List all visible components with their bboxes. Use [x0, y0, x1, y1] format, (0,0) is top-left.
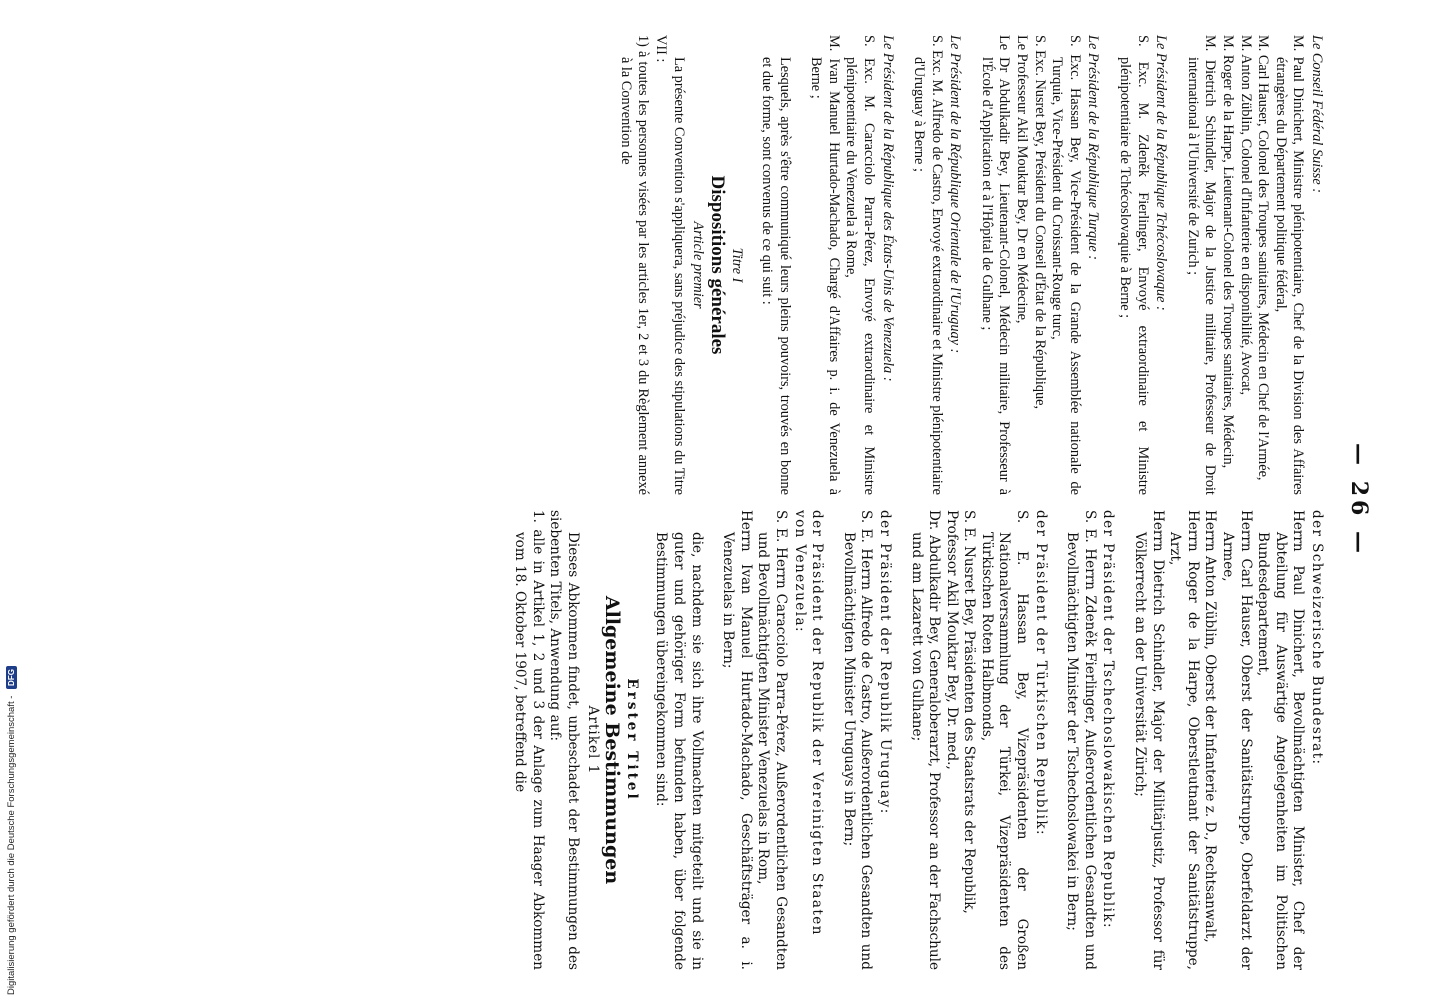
party-heading: der Präsident der Türkischen Republik:	[1032, 510, 1049, 837]
plenipotentiary-entry: M. Anton Züblin, Colonel d'Infanterie en disponibilité, Avocat,	[1237, 35, 1254, 396]
plenipotentiary-entry: Dr. Abdulkadir Bey, Generaloberarzt, Professor an der Fachschule und am Lazarett von Gulhane;	[908, 510, 943, 970]
plenipotentiary-entry: M. Roger de la Harpe, Lieutenant-Colonel des Troupes sanitaires, Médecin,	[1220, 35, 1237, 469]
german-column	[10, 510, 1325, 970]
party-block	[977, 35, 1101, 495]
plenipotentiary-entry: Herrn Dietrich Schindler, Major der Militärjustiz, Professor für Völkerrecht an der Universität Zürich;	[1132, 510, 1166, 970]
plenipotentiary-entry: S. E. Herrn Caracciolo Parra-Pérez, Außerordentlichen Gesandten und Bevollmächtigten Minister Venezuelas in Rom,	[755, 510, 789, 970]
footer-text: Digitalisierung gefördert durch die Deutsche Forschungsgemeinschaft -	[6, 695, 17, 995]
plenipotentiary-entry: Le Dr Abdulkadir Bey, Lieutenant-Colonel, Médecin militaire, Professeur à l'École d'Application et à l'Hôpital de Gulhane ;	[978, 35, 1013, 495]
party-heading: Le Président de la République Turque :	[1085, 35, 1102, 261]
plenipotentiary-entry: S. E. Herrn Alfredo de Castro, Außerordentlichen Gesandten und Bevollmächtigten Minister Uruguays in Bern;	[840, 510, 875, 970]
plenipotentiary-entry: Herrn Anton Züblin, Oberst der Infanterie z. D., Rechtsanwalt,	[1202, 510, 1219, 943]
plenipotentiary-entry: S. Exc. M. Alfredo de Castro, Envoyé extraordinaire et Ministre plénipotentiaire d'Uruguay à Berne ;	[911, 35, 945, 495]
party-heading: Le Président de la République des États-Unis de Venezuela :	[879, 35, 896, 382]
article-item: 1. alle in Artikel 1, 2 und 3 der Anlage zum Haager Abkommen vom 18. Oktober 1907, betreffend die	[512, 510, 546, 970]
party-heading: Le Conseil Fédéral Suisse :	[1309, 35, 1325, 194]
article-heading: Artikel 1	[584, 705, 601, 775]
plenipotentiary-entry: Le Professeur Akil Mouktar Bey, Dr en Médecine,	[1014, 35, 1031, 324]
plenipotentiary-entry: M. Dietrich Schindler, Major de la Justice militaire, Professeur de Droit international à l'Université de Zurich ;	[1184, 35, 1219, 495]
party-heading: der Präsident der Republik Uruguay:	[876, 510, 893, 815]
party-block	[910, 35, 964, 495]
party-block	[1115, 35, 1169, 495]
title-heading: Allgemeine Bestimmungen	[601, 595, 624, 885]
party-heading: der Präsident der Tschechoslowakischen Republik:	[1100, 510, 1117, 929]
party-block	[719, 510, 826, 970]
plenipotentiary-entry: Professor Akil Mouktar Bey, Dr. med.,	[943, 510, 960, 770]
plenipotentiary-entry: S. E. Hassan Bey, Vizepräsidenten der Großen Nationalversammlung der Türkei, Vizepräsidenten des Türkischen Roten Halbmonds,	[978, 510, 1031, 970]
party-block	[839, 510, 893, 970]
page-number: — 26 —	[1346, 443, 1372, 557]
article-paragraph: Dieses Abkommen findet, unbeschadet der Bestimmungen des siebenten Titels, Anwendung auf:	[547, 510, 582, 970]
title-heading: Dispositions générales	[706, 175, 728, 355]
plenipotentiary-entry: S. E. Nusret Bey, Präsidenten des Staatsrats der Republik,	[961, 510, 978, 914]
plenipotentiary-entry: Herrn Carl Hauser, Oberst der Sanitätstruppe, Oberfeldarzt der Armee,	[1220, 510, 1254, 970]
party-block	[1063, 510, 1117, 970]
plenipotentiary-entry: S. Exc. Hassan Bey, Vice-Président de la Grande Assemblée nationale de Turquie, Vice-Président du Croissant-Rouge turc,	[1049, 35, 1083, 495]
plenipotentiary-entry: M. Paul Dinichert, Ministre plénipotentiaire, Chef de la Division des Affaires étrangères du Département politique fédéral,	[1272, 35, 1307, 495]
article-item: 1) à toutes les personnes visées par les articles 1er, 2 et 3 du Règlement annexé à la Convention de	[617, 35, 652, 495]
plenipotentiary-entry: Herrn Paul Dinichert, Bevollmächtigten Minister, Chef der Abteilung für Auswärtige Angelegenheiten im Politischen Bundesdepartement,	[1255, 510, 1307, 970]
article-heading: Article premier	[690, 221, 707, 309]
party-heading: Le Président de la République Tchécoslovaque :	[1153, 35, 1170, 311]
party-heading: der Schweizerische Bundesrat:	[1309, 510, 1325, 766]
closing-clause: die, nachdem sie sich ihre Vollmachten mitgeteilt und sie in guter und gehöriger Form befunden haben, über folgende Bestimmungen übereingekommen sind:	[653, 532, 705, 970]
closing-clause: Lesquels, après s'être communiqué leurs pleins pouvoirs, trouvés en bonne et due forme, sont convenus de ce qui suit :	[758, 57, 793, 495]
plenipotentiary-entry: S. Exc. Nusret Bey, Président du Conseil d'État de la République,	[1031, 35, 1048, 410]
plenipotentiary-entry: S. Exc. M. Zdeněk Fierlinger, Envoyé extraordinaire et Ministre plénipotentiaire de Tchécoslovaquie à Berne ;	[1117, 35, 1151, 495]
digitization-footer	[5, 0, 19, 995]
french-column	[10, 35, 1325, 495]
party-heading: der Präsident der Republik der Vereinigten Staaten von Venezuela:	[791, 510, 826, 936]
title-number: Erster Titel	[623, 678, 640, 802]
dfg-logo-icon: DFG	[6, 666, 17, 689]
plenipotentiary-entry: Herrn Ivan Manuel Hurtado-Machado, Geschäftsträger a. i. Venezuelas in Bern;	[720, 510, 754, 970]
party-block	[1130, 510, 1325, 970]
party-block	[807, 35, 896, 495]
party-block	[907, 510, 1049, 970]
title-number: Titre I	[729, 247, 746, 283]
party-heading: Le Président de la République Orientale de l'Uruguay :	[947, 35, 964, 354]
party-block	[1183, 35, 1325, 495]
plenipotentiary-entry: S. E. Herrn Zdeněk Fierlinger, Außerordentlichen Gesandten und Bevollmächtigten Minister der Tschechoslowakei in Bern;	[1064, 510, 1098, 970]
plenipotentiary-entry: Herrn Roger de la Harpe, Oberstleutnant der Sanitätstruppe, Arzt,	[1167, 510, 1201, 970]
plenipotentiary-entry: M. Carl Hauser, Colonel des Troupes sanitaires, Médecin en Chef de l'Armée,	[1255, 35, 1272, 481]
plenipotentiary-entry: S. Exc. M. Caracciolo Parra-Pérez, Envoyé extraordinaire et Ministre plénipotentiaire du Venezuela à Rome,	[843, 35, 877, 495]
plenipotentiary-entry: M. Ivan Manuel Hurtado-Machado, Chargé d'Affaires p. i. de Venezuela à Berne ;	[808, 35, 842, 495]
article-paragraph: La présente Convention s'appliquera, sans préjudice des stipulations du Titre VII :	[653, 35, 687, 495]
